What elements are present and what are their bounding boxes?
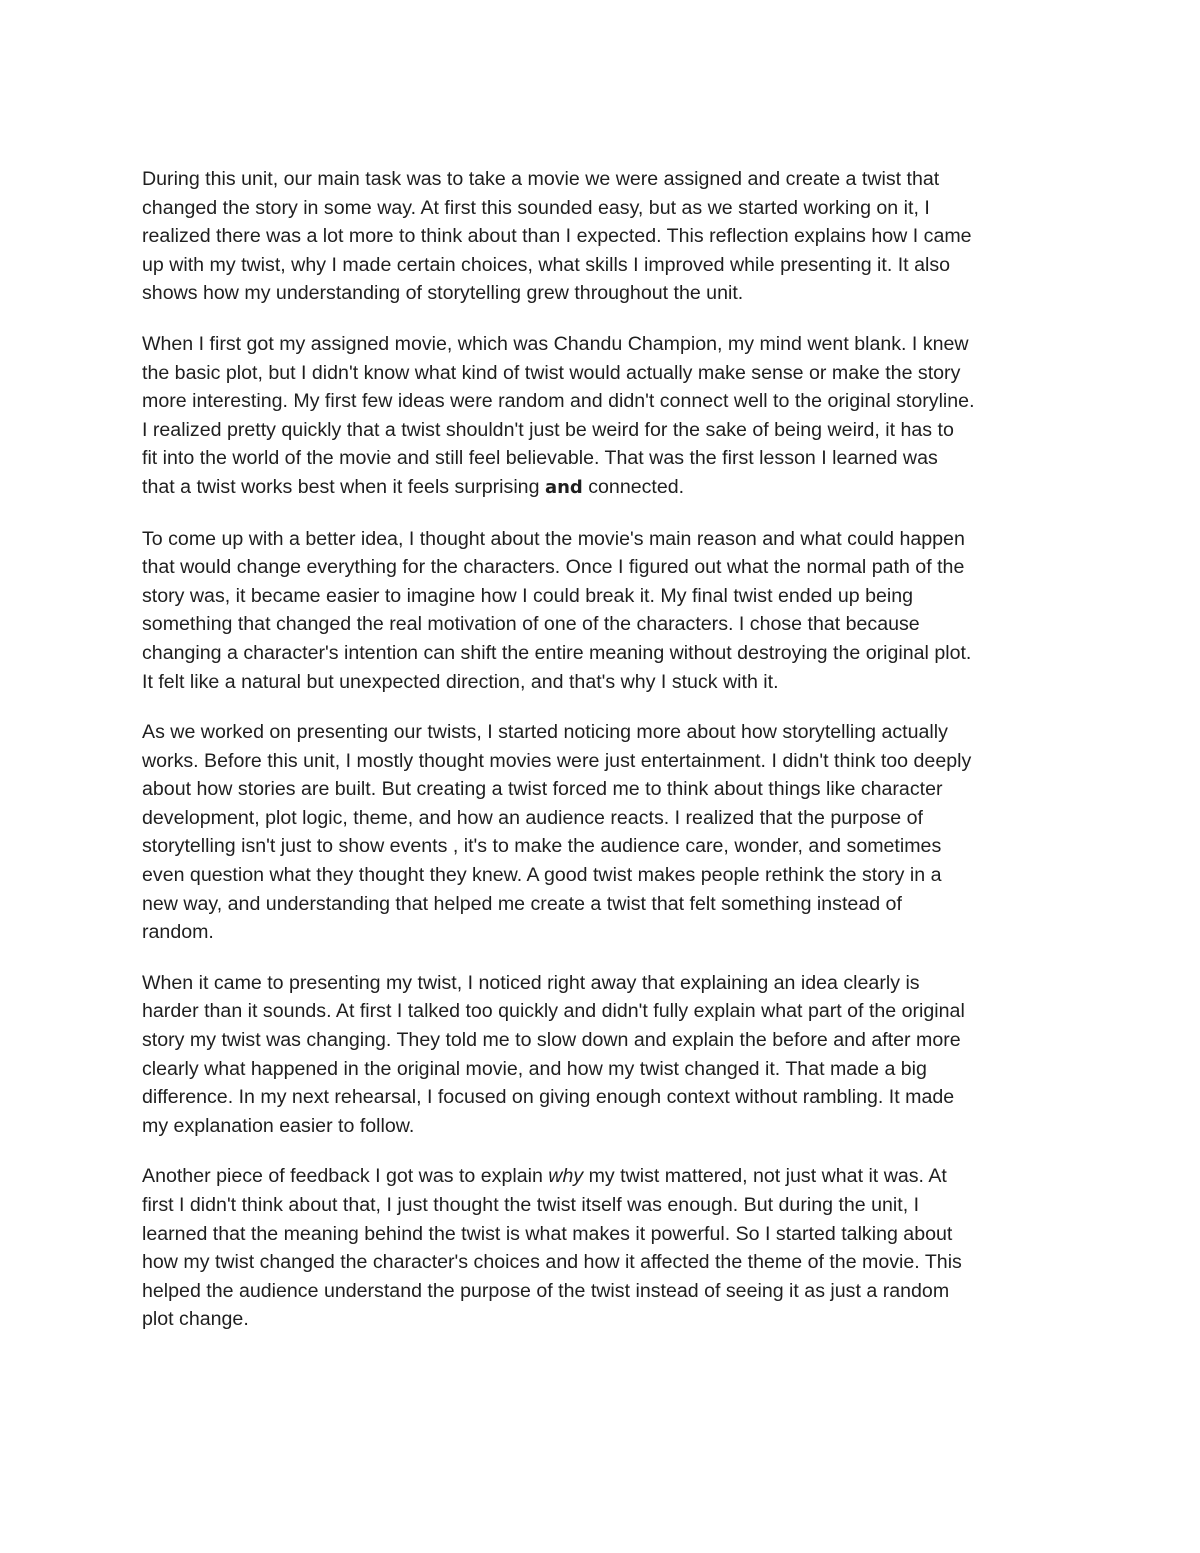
text-line: difference. In my next rehearsal, I focused on giving enough context without rambling. It made [142,1086,955,1109]
paragraph-storytelling [142,718,1062,947]
text-line: fit into the world of the movie and still feel believable. That was the first lesson I learned was [142,447,938,470]
paragraph-intro [142,165,1062,308]
text-line [142,1162,1062,1191]
text-line: that would change everything for the characters. Once I figured out what the normal path of the [142,556,965,579]
text-line: about how stories are built. But creating a twist forced me to think about things like character [142,778,943,801]
text-line: the basic plot, but I didn't know what kind of twist would actually make sense or make the story [142,361,961,384]
text-line: new way, and understanding that helped me create a twist that felt something instead of [142,892,902,915]
text-line: story my twist was changing. They told me to slow down and explain the before and after more [142,1029,961,1052]
text-line: changing a character's intention can shift the entire meaning without destroying the original plot. [142,641,972,664]
text-line: first I didn't think about that, I just thought the twist itself was enough. But during the unit, I [142,1194,920,1216]
text-line: changed the story in some way. At first this sounded easy, but as we started working on it, I [142,196,930,219]
italic-text-run: why [548,1165,584,1188]
text-run: my twist mattered, not just what it was. At [583,1165,947,1188]
paragraph-better-idea [142,525,1062,697]
text-line: I realized pretty quickly that a twist shouldn't just be weird for the sake of being weird, it has to [142,418,954,441]
text-line [142,473,1062,503]
text-line: more interesting. My first few ideas were random and didn't connect well to the original storyline. [142,390,975,413]
text-line: When I first got my assigned movie, which was Chandu Champion, my mind went blank. I knew [142,332,969,355]
text-line: To come up with a better idea, I thought about the movie's main reason and what could happen [142,527,965,550]
text-line: During this unit, our main task was to take a movie we were assigned and create a twist that [142,168,940,190]
text-line: plot change. [142,1308,249,1331]
text-run: Another piece of feedback I got was to explain [142,1165,549,1188]
text-line: storytelling isn't just to show events , it's to make the audience care, wonder, and sometimes [142,835,942,858]
text-line: my explanation easier to follow. [142,1114,415,1137]
text-line: harder than it sounds. At first I talked too quickly and didn't fully explain what part of the original [142,1000,965,1023]
text-run: connected. [582,475,685,498]
text-line: It felt like a natural but unexpected direction, and that's why I stuck with it. [142,670,779,693]
text-line: helped the audience understand the purpose of the twist instead of seeing it as just a random [142,1279,950,1302]
document-body [142,165,1062,1356]
text-line: even question what they thought they knew. A good twist makes people rethink the story in a [142,864,942,887]
text-run: that a twist works best when it feels surprising [142,475,545,498]
text-line: As we worked on presenting our twists, I started noticing more about how storytelling actually [142,721,948,744]
text-line: clearly what happened in the original movie, and how my twist changed it. That made a big [142,1057,927,1080]
paragraph-assigned-movie [142,330,1062,503]
text-line: shows how my understanding of storytelling grew throughout the unit. [142,282,744,305]
text-line: development, plot logic, theme, and how an audience reacts. I realized that the purpose of [142,806,923,829]
text-line: works. Before this unit, I mostly thought movies were just entertainment. I didn't think too deeply [142,749,972,772]
text-line: something that changed the real motivation of one of the characters. I chose that because [142,613,920,636]
bold-text-run: and [544,476,583,498]
text-line: story was, it became easier to imagine how I could break it. My final twist ended up being [142,584,914,607]
paragraph-feedback [142,1162,1062,1334]
text-line: realized there was a lot more to think about than I expected. This reflection explains how I came [142,225,972,248]
text-line: When it came to presenting my twist, I noticed right away that explaining an idea clearly is [142,971,920,994]
text-line: random. [142,921,214,944]
text-line: up with my twist, why I made certain choices, what skills I improved while presenting it. It also [142,253,951,276]
paragraph-presenting [142,969,1062,1141]
text-line: learned that the meaning behind the twist is what makes it powerful. So I started talking about [142,1222,953,1245]
text-line: how my twist changed the character's choices and how it affected the theme of the movie. This [142,1251,962,1274]
